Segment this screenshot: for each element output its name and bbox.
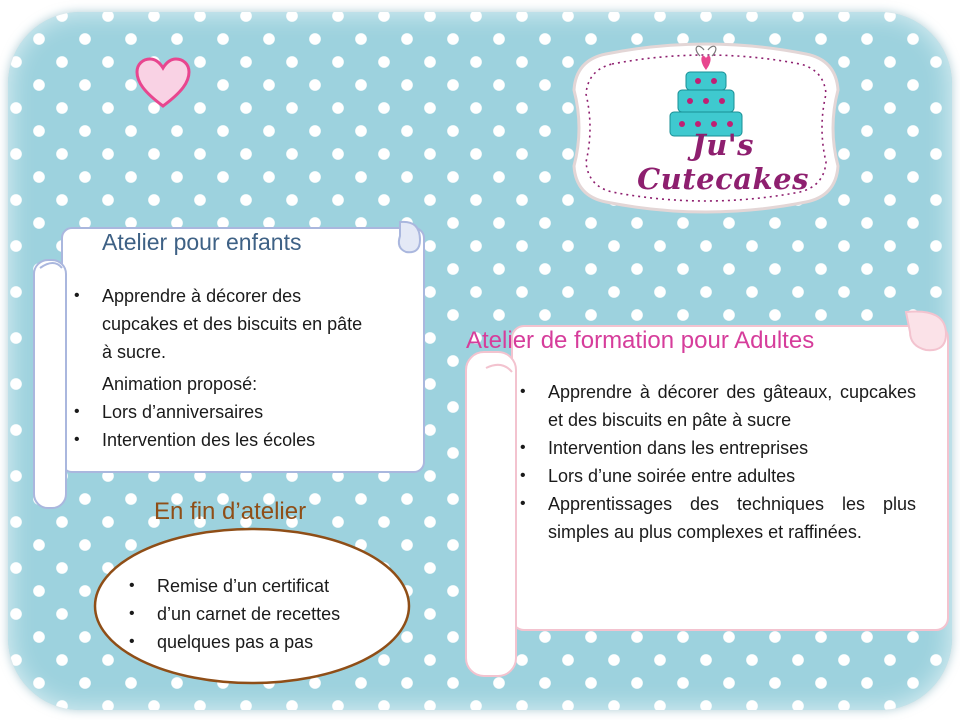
end-title: En fin d’atelier [154, 498, 307, 525]
list-item: • Remise d’un certificat [127, 572, 407, 600]
adults-list [518, 378, 916, 546]
list-item: • quelques pas a pas [127, 628, 407, 656]
list-item: • Intervention des les écoles [72, 426, 392, 454]
list-item: • Intervention dans les entreprises [518, 434, 916, 462]
list-item: • Apprendre à décorer des cupcakes et des biscuits en pâte à sucre. [72, 282, 372, 366]
list-item: • Lors d’anniversaires [72, 398, 392, 426]
brand-name: Ju's Cutecakes [637, 128, 809, 196]
end-list [127, 572, 407, 656]
kids-animation-list [72, 398, 392, 454]
adults-title: Atelier de formation pour Adultes [466, 327, 815, 354]
list-item: • Apprentissages des techniques les plus simples au plus complexes et raffinées. [518, 490, 916, 546]
kids-list [72, 282, 372, 366]
list-item: • d’un carnet de recettes [127, 600, 407, 628]
list-item: • Lors d’une soirée entre adultes [518, 462, 916, 490]
list-item: • Apprendre à décorer des gâteaux, cupcakes et des biscuits en pâte à sucre [518, 378, 916, 434]
kids-animation-label: Animation proposé: [102, 374, 258, 394]
kids-title: Atelier pour enfants [102, 229, 302, 255]
